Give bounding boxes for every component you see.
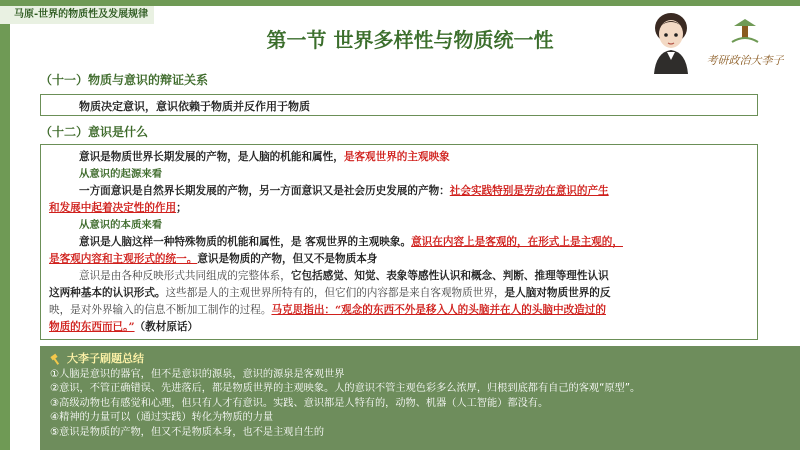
p2-red-2: 和发展中起着决定性的作用 [49, 202, 177, 214]
section1-box [40, 94, 758, 116]
p7-bold: （教材原话） [134, 321, 199, 333]
breadcrumb: 马原-世界的物质性及发展规律 [0, 6, 154, 24]
summary-item: ②意识，不管正确错误、先进落后，都是物质世界的主观映象。人的意识不管主观色彩多么浓厚，归根到底都有自己的客观“原型”。 [50, 383, 641, 394]
subheading-origin: 从意识的起源来看 [79, 168, 163, 180]
summary-panel [40, 346, 800, 450]
summary-item: ⑤意识是物质的产物，但又不是物质本身，也不是主观自生的 [50, 426, 325, 438]
p5-text: 这两种基本的认识形式。 [49, 287, 166, 299]
left-accent-bar [0, 0, 10, 450]
p7-red: 物质的东西而已。” [49, 321, 135, 333]
p2-end: ； [176, 202, 187, 214]
p4-text: 意识是由各种反映形式共同组成的完整体系， [79, 270, 291, 282]
subheading-essence: 从意识的本质来看 [79, 219, 163, 231]
section-heading-1: （十一）物质与意识的辩证关系 [40, 73, 209, 87]
p3-text: 意识是人脑这样一种特殊物质的机能和属性，是 客观世界的主观映象。 [79, 236, 412, 248]
p5-bold: 是人脑对物质世界的反 [504, 287, 611, 299]
logo [700, 16, 790, 72]
p3-text-b: 意识是物质的产物，但又不是物质本身 [197, 253, 378, 265]
summary-item: ③高级动物也有感觉和心理，但只有人才有意识。实践、意识都是人特有的，动物、机器（人工智能）都没有。 [50, 397, 549, 409]
logo-text: 考研政治大李子 [706, 54, 784, 67]
section1-body: 物质决定意识，意识依赖于物质并反作用于物质 [79, 100, 310, 113]
p6-red: 马克思指出：“观念的东西不外是移入人的头脑并在人的头脑中改造过的 [271, 304, 606, 316]
p6-text: 映，是对外界输入的信息不断加工制作的过程。 [49, 304, 272, 316]
summary-item: ④精神的力量可以（通过实践）转化为物质的力量 [50, 412, 274, 423]
summary-item: ①人脑是意识的器官，但不是意识的源泉，意识的源泉是客观世界 [50, 368, 345, 380]
p2-red-1: 社会实践特别是劳动在意识的产生 [449, 185, 609, 197]
section-heading-2: （十二）意识是什么 [40, 125, 149, 139]
lamp-logo-icon [728, 16, 762, 46]
p2-text: 一方面意识是自然界长期发展的产物，另一方面意识又是社会历史发展的产物： [79, 185, 450, 197]
p3-red-1: 意识在内容上是客观的，在形式上是主观的， [411, 236, 623, 248]
avatar [646, 8, 696, 74]
p5-grey: 这些都是人的主观世界所特有的，但它们的内容都是来自客观物质世界， [165, 287, 505, 299]
p3-red-2: 是客观内容和主观形式的统一。 [49, 253, 198, 265]
section2-box [40, 144, 758, 340]
gavel-icon [50, 353, 62, 365]
p1-text: 意识是物质世界长期发展的产物，是人脑的机能和属性， [79, 151, 344, 163]
page-title: 第一节 世界多样性与物质统一性 [266, 28, 554, 52]
p4-bold: 它包括感觉、知觉、表象等感性认识和概念、判断、推理等理性认识 [290, 270, 609, 282]
p1-red: 是客观世界的主观映象 [343, 151, 450, 163]
summary-heading: 大李子刷题总结 [67, 352, 144, 365]
